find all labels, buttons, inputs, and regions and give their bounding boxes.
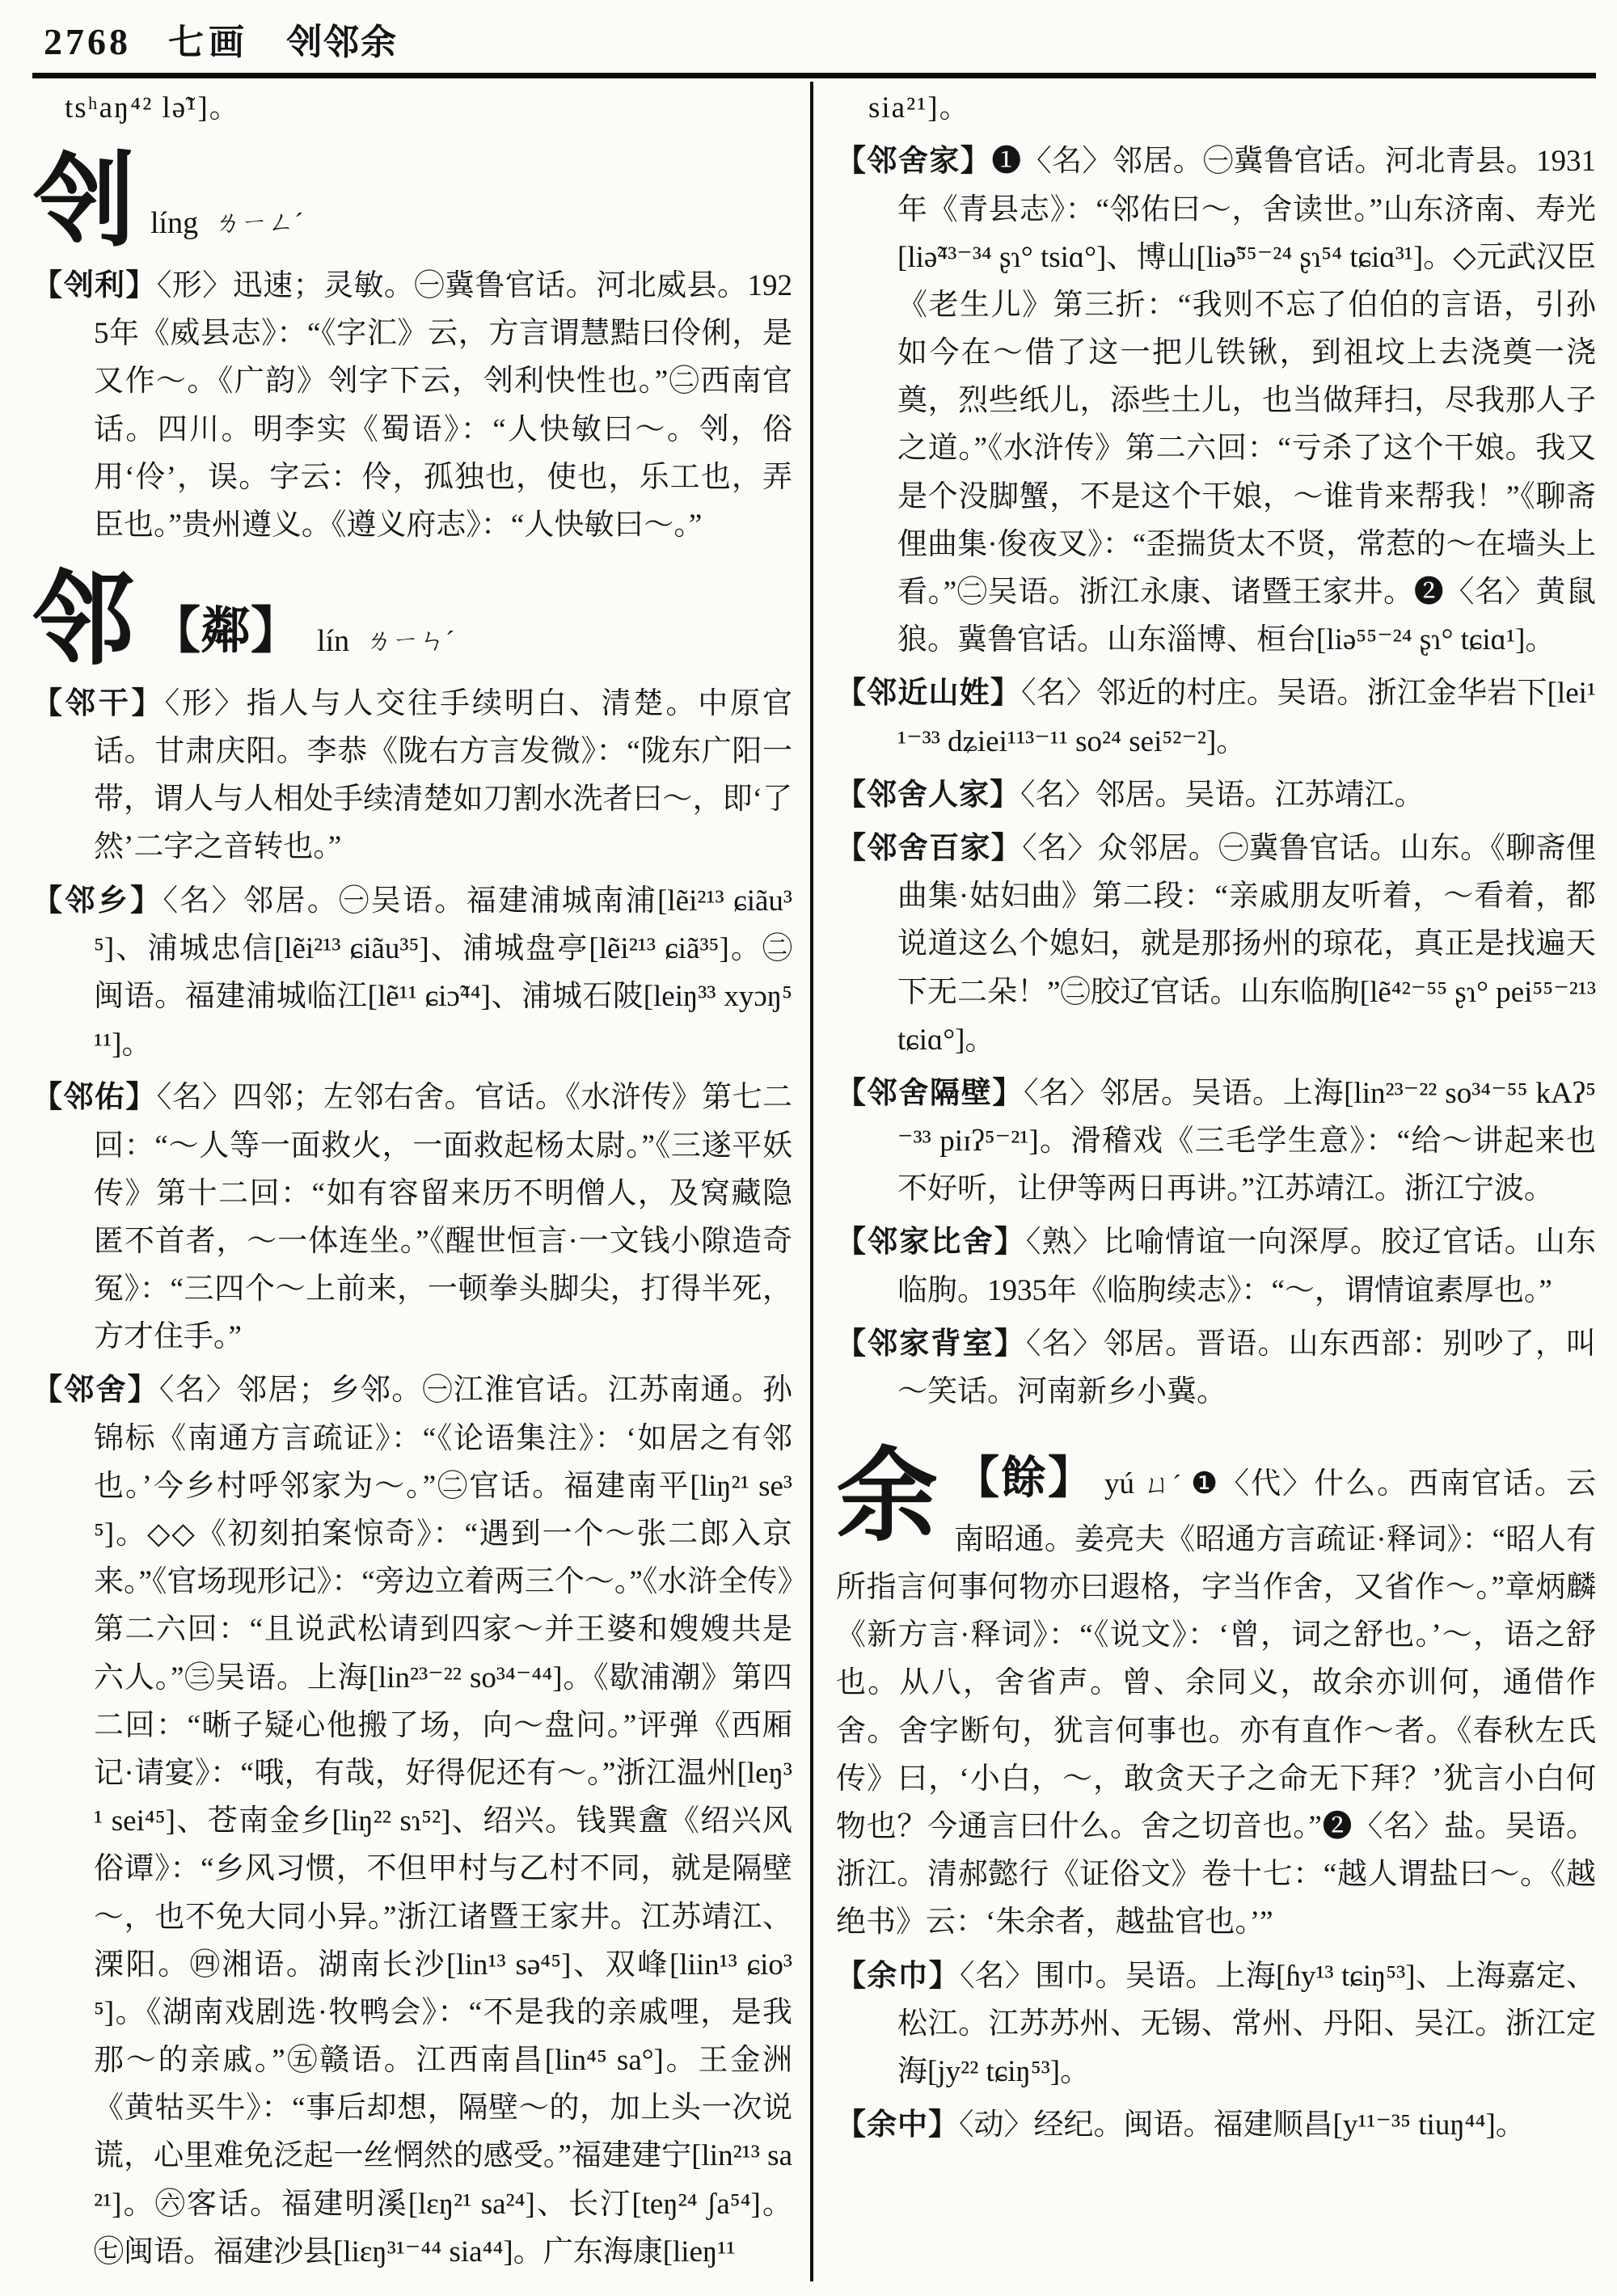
header-rule	[32, 73, 1596, 78]
right-column	[813, 82, 1596, 2281]
entry-body: 〈动〉经纪。闽语。福建顺昌[y¹¹⁻³⁵ tiuŋ⁴⁴]。	[959, 2108, 1526, 2142]
entry-term: 【刢利】	[32, 269, 157, 303]
headchar-lin-variant: 【鄰】	[150, 603, 302, 659]
headchar-yu: 余	[836, 1441, 938, 1555]
entry-yuzhong	[836, 2101, 1596, 2149]
left-carryover-line: tsʰaŋ⁴² lə̃¹]。	[65, 91, 241, 125]
entry-linxiang	[32, 877, 792, 1069]
entry-linjiabishe	[836, 1218, 1596, 1314]
headword-range: 刢邻余	[286, 23, 398, 62]
entry-body: 〈名〉围巾。吴语。上海[ɦy¹³ tɕiŋ⁵³]、上海嘉定、松江。江苏苏州、无锡、常州、丹阳、吴江。浙江定海[jy²² tɕiŋ⁵³]。	[897, 1959, 1596, 2088]
entry-term: 【邻乡】	[32, 884, 163, 918]
entry-body: 〈名〉邻居。吴语。江苏靖江。	[1020, 778, 1425, 812]
entry-linshe	[32, 1366, 792, 2276]
headchar-block-lin	[32, 565, 792, 678]
entry-term: 【邻舍百家】	[836, 831, 1023, 865]
headchar-yu-variant: 【餘】	[954, 1454, 1095, 1505]
entry-body: 〈名〉邻近的村庄。吴语。浙江金华岩下[lei¹¹⁻³³ dʑiei¹¹³⁻¹¹ so²⁴ sei⁵²⁻²]。	[897, 677, 1596, 758]
entry-body: 〈形〉迅速；灵敏。㊀冀鲁官话。河北威县。1925年《威县志》：“《字汇》云，方言谓慧黠曰伶俐，是又作～。《广韵》刢字下云，刢利快性也。”㊁西南官话。四川。明李实《蜀语》：“人快敏曰～。刢，俗用‘伶’，误。字云：伶，孤独也，使也，乐工也，弄臣也。”贵州遵义。《遵义府志》：“人快敏曰～。”	[94, 269, 793, 542]
entry-term: 【邻家背室】	[836, 1327, 1026, 1361]
two-column-layout	[32, 82, 1596, 2281]
entry-body: 〈熟〉比喻情谊一向深厚。胶辽官话。山东临朐。1935年《临朐续志》：“～，谓情谊素厚也。”	[897, 1226, 1596, 1307]
entry-body: ❶〈名〉邻居。㊀冀鲁官话。河北青县。1931年《青县志》：“邻佑曰～，舍读世。”山东济南、寿光[liə̃⁴³⁻³⁴ ʂɿ° tsiɑ°]、博山[liə̃⁵⁵⁻²⁴ ʂɿ⁵⁴ tɕiɑ³¹]。◇元武汉臣《老生儿》第三折：“我则不忘了伯伯的言语，引孙如今在～借了这一把儿铁锹，到祖坟上去浇奠一浇奠，烈些纸儿，添些土儿，也当做拜扫，尽我那人子之道。”《水浒传》第二六回：“亏杀了这个干娘。我又是个没脚蟹，不是这个干娘，～谁肯来帮我！”《聊斋俚曲集·俊夜叉》：“歪揣货太不贤，常惹的～在墙头上看。”㊁吴语。浙江永康、诸暨王家井。❷〈名〉黄鼠狼。冀鲁官话。山东淄博、桓台[liə⁵⁵⁻²⁴ ʂɿ° tɕiɑ¹]。	[897, 145, 1597, 657]
stroke-section: 七画	[168, 23, 249, 62]
entry-lingan	[32, 680, 792, 872]
entry-term: 【余巾】	[836, 1959, 960, 1993]
running-head	[32, 13, 1596, 65]
entry-linjinshanxing	[836, 669, 1596, 765]
headchar-block-ling	[32, 147, 792, 260]
entry-body: 〈名〉邻居。晋语。山东西部：别吵了，叫～笑话。河南新乡小冀。	[897, 1327, 1596, 1409]
entry-body: 〈名〉四邻；左邻右舍。官话。《水浒传》第七二回：“～人等一面救火，一面救起杨太尉。”《三遂平妖传》第十二回：“如有容留来历不明僧人，及窝藏隐匿不首者，～一体连坐。”《醒世恒言·一文钱小隙造奇冤》：“三四个～上前来，一顿拳头脚尖，打得半死，方才住手。”	[94, 1081, 793, 1354]
entry-body: 〈名〉邻居；乡邻。㊀江淮官话。江苏南通。孙锦标《南通方言疏证》：“《论语集注》：‘如居之有邻也。’今乡村呼邻家为～。”㊁官话。福建南平[liŋ²¹ se³⁵]。◇◇《初刻拍案惊奇》：“遇到一个～张二郎入京来。”《官场现形记》：“旁边立着两三个～。”《水浒全传》第二六回：“且说武松请到四家～并王婆和嫂嫂共是六人。”㊂吴语。上海[lin²³⁻²² so³⁴⁻⁴⁴]。《歇浦潮》第四二回：“晰子疑心他搬了场，向～盘问。”评弹《西厢记·请宴》：“哦，有哉，好得伲还有～。”浙江温州[leŋ³¹ sei⁴⁵]、苍南金乡[liŋ²² sɿ⁵²]、绍兴。钱巽盦《绍兴风俗谭》：“乡风习惯，不但甲村与乙村不同，就是隔壁～，也不免大同小异。”浙江诸暨王家井。江苏靖江、溧阳。㊃湘语。湖南长沙[lin¹³ sə⁴⁵]、双峰[liin¹³ ɕio³⁵]。《湖南戏剧选·牧鸭会》：“不是我的亲戚哩，是我那～的亲戚。”㊄赣语。江西南昌[lin⁴⁵ sa°]。王金洲《黄牯买牛》：“事后却想，隔壁～的，加上头一次说谎，心里难免泛起一丝惘然的感受。”福建建宁[lin²¹³ sa²¹]。㊅客话。福建明溪[lɛŋ²¹ sa²⁴]、长汀[teŋ²⁴ ʃa⁵⁴]。㊆闽语。福建沙县[liɛŋ³¹⁻⁴⁴ sia⁴⁴]。广东海康[lieŋ¹¹	[94, 1374, 793, 2269]
entry-term: 【邻舍人家】	[836, 778, 1020, 812]
entry-term: 【余中】	[836, 2108, 959, 2142]
headchar-yu-pinyin: yú	[1104, 1467, 1134, 1501]
headchar-lin-zhuyin: ㄌㄧㄣˊ	[365, 626, 455, 656]
headchar-yu-body: ❶〈代〉什么。西南官话。云南昭通。姜亮夫《昭通方言疏证·释词》：“昭人有所指言何事何物亦曰遐格，字当作舍，又省作～。”章炳麟《新方言·释词》：“《说文》：‘曾，词之舒也。’～，语之舒也。从八，舍省声。曾、余同义，故余亦训何，通借作舍。舍字断句，犹言何事也。亦有直作～者。《春秋左氏传》曰，‘小白，～，敢贪天子之命无下拜？’犹言小白何物也？今通言曰什么。舍之切音也。”❷〈名〉盐。吴语。浙江。清郝懿行《证俗文》卷十七：“越人谓盐曰～。《越绝书》云：‘朱余者，越盐官也。’”	[836, 1467, 1597, 1939]
entry-linshegebi	[836, 1070, 1596, 1213]
left-column	[32, 82, 810, 2281]
headchar-lin-pinyin: lín	[317, 623, 350, 658]
entry-linyou	[32, 1074, 792, 1361]
entry-body: 〈名〉邻居。㊀吴语。福建浦城南浦[lẽi²¹³ ɕiãu³⁵]、浦城忠信[lẽi²¹³ ɕiãu³⁵]、浦城盘亭[lẽi²¹³ ɕiã³⁵]。㊁闽语。福建浦城临江[lẽ¹¹ ɕiɔ̃⁴⁴]、浦城石陂[leiŋ³³ xyɔŋ⁵¹¹]。	[94, 884, 792, 1061]
entry-term: 【邻舍】	[32, 1374, 159, 1408]
entry-yujin	[836, 1952, 1596, 2096]
right-carryover-line: sia²¹]。	[868, 91, 971, 125]
page-number: 2768	[44, 21, 131, 62]
entry-term: 【邻干】	[32, 686, 165, 720]
entry-body: 〈名〉邻居。吴语。上海[lin²³⁻²² so³⁴⁻⁵⁵ kAʔ⁵⁻³³ piɪʔ⁵⁻²¹]。滑稽戏《三毛学生意》：“给～讲起来也不好听，让伊等两日再讲。”江苏靖江。浙江宁波。	[897, 1076, 1596, 1206]
headchar-ling-pinyin: líng	[150, 206, 199, 241]
entry-lingli	[32, 262, 792, 549]
entry-body: 〈名〉众邻居。㊀冀鲁官话。山东。《聊斋俚曲集·姑妇曲》第二段：“亲戚朋友听着，～看着，都说道这么个媳妇，就是那扬州的琼花，真正是找遍天下无二朵！”㊁胶辽官话。山东临朐[lẽ⁴²⁻⁵⁵ ʂɿ° pei⁵⁵⁻²¹³ tɕiɑ°]。	[897, 831, 1597, 1057]
entry-linshejia	[836, 137, 1596, 664]
entry-linjiabeishi	[836, 1320, 1596, 1416]
entry-term: 【邻近山姓】	[836, 677, 1022, 711]
entry-term: 【邻佑】	[32, 1081, 157, 1115]
entry-linshebaijia	[836, 825, 1596, 1064]
entry-body: 〈形〉指人与人交往手续明白、清楚。中原官话。甘肃庆阳。李恭《陇右方言发微》：“陇东广阳一带，谓人与人相处手续清楚如刀割水洗者曰～，即‘了然’二字之音转也。”	[94, 686, 793, 864]
headchar-yu-zhuyin: ㄩˊ	[1142, 1471, 1183, 1500]
entry-term: 【邻家比舍】	[836, 1226, 1026, 1260]
entry-linsherenjia	[836, 771, 1596, 819]
headchar-ling: 刢	[32, 147, 134, 260]
entry-term: 【邻舍隔壁】	[836, 1076, 1024, 1110]
headchar-lin: 邻	[32, 565, 134, 678]
headchar-ling-zhuyin: ㄌㄧㄥˊ	[214, 209, 304, 238]
headchar-block-yu	[836, 1443, 1596, 1946]
entry-term: 【邻舍家】	[836, 145, 992, 179]
